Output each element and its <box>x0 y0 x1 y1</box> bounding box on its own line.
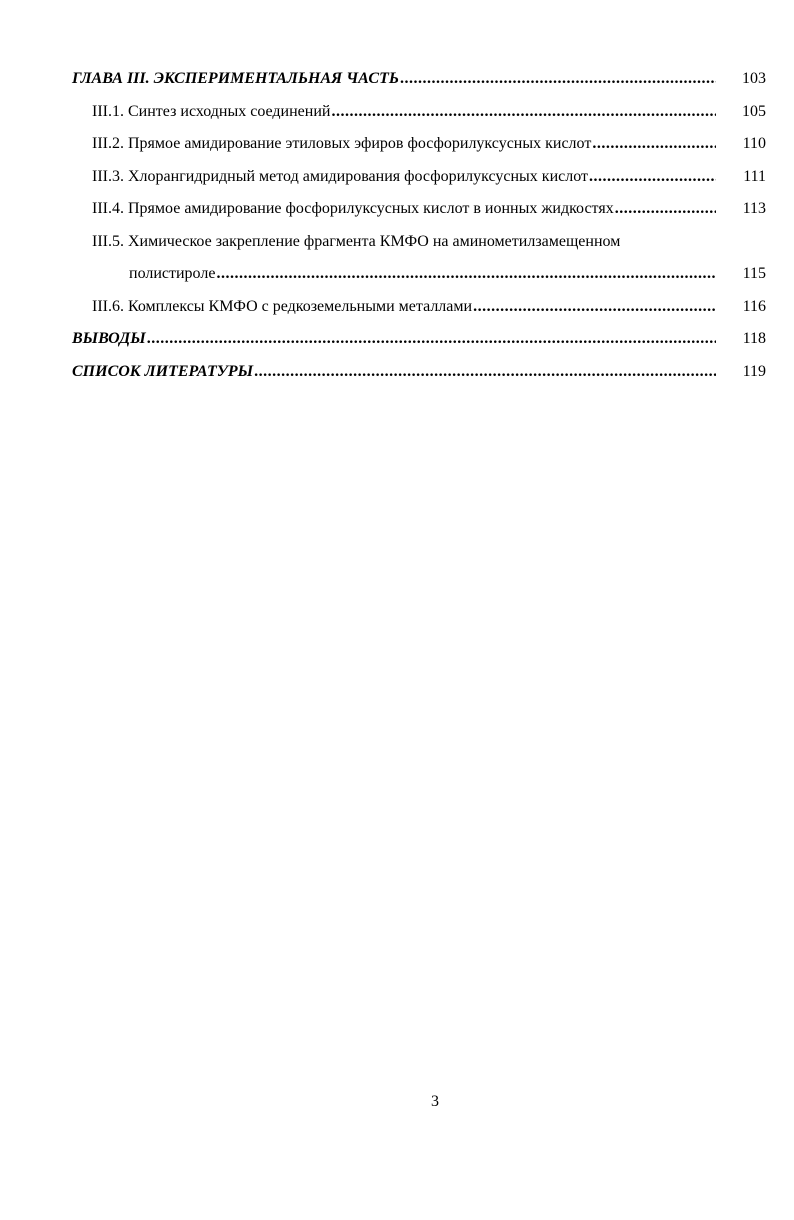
dot-leader <box>254 363 716 381</box>
toc-entry-title: ВЫВОДЫ <box>72 330 146 347</box>
toc-entry-title: СПИСОК ЛИТЕРАТУРЫ <box>72 362 254 380</box>
toc-entry-title: III.4. Прямое амидирование фосфорилуксусных кислот в ионных жидкостях <box>92 200 614 217</box>
dot-leader <box>589 168 716 186</box>
dot-leader <box>615 200 716 218</box>
toc-entry-page: 103 <box>742 70 766 87</box>
toc-entry-title: ГЛАВА III. ЭКСПЕРИМЕНТАЛЬНАЯ ЧАСТЬ <box>72 70 400 87</box>
toc-section-5-continuation <box>72 265 766 298</box>
toc-entry-page: 105 <box>742 102 766 120</box>
page-number: 3 <box>431 1093 439 1110</box>
toc-entry-page: 110 <box>742 135 766 152</box>
toc-entry-page: 113 <box>742 200 766 217</box>
dot-leader <box>216 265 716 283</box>
toc-section-4 <box>72 200 766 233</box>
toc-entry-title: III.1. Синтез исходных соединений <box>92 102 331 120</box>
toc-entry-title: III.3. Хлорангидридный метод амидирования фосфорилуксусных кислот <box>92 167 588 185</box>
dot-leader <box>400 70 716 88</box>
toc-entry-page: 111 <box>743 167 766 185</box>
toc-entry-page: 119 <box>742 362 766 380</box>
dot-leader <box>473 298 716 316</box>
toc-entry-title: III.6. Комплексы КМФО с редкоземельными металлами <box>92 297 473 315</box>
toc-section-5 <box>72 233 766 266</box>
toc-entry-page: 118 <box>742 330 766 347</box>
toc-conclusions <box>72 330 766 363</box>
toc-entry-page: 115 <box>742 265 766 282</box>
table-of-contents <box>72 70 766 395</box>
toc-section-3 <box>72 168 766 201</box>
toc-chapter-3 <box>72 70 766 103</box>
toc-references <box>72 363 766 396</box>
toc-section-6 <box>72 298 766 331</box>
toc-entry-title: III.2. Прямое амидирование этиловых эфиров фосфорилуксусных кислот <box>92 135 592 152</box>
dot-leader <box>592 135 716 153</box>
toc-section-2 <box>72 135 766 168</box>
toc-entry-page: 116 <box>742 297 766 315</box>
toc-entry-title-continuation: полистироле <box>129 265 216 282</box>
toc-section-1 <box>72 103 766 136</box>
dot-leader <box>147 330 716 348</box>
toc-entry-title: III.5. Химическое закрепление фрагмента КМФО на аминометилзамещенном <box>92 232 621 250</box>
dot-leader <box>331 103 716 121</box>
